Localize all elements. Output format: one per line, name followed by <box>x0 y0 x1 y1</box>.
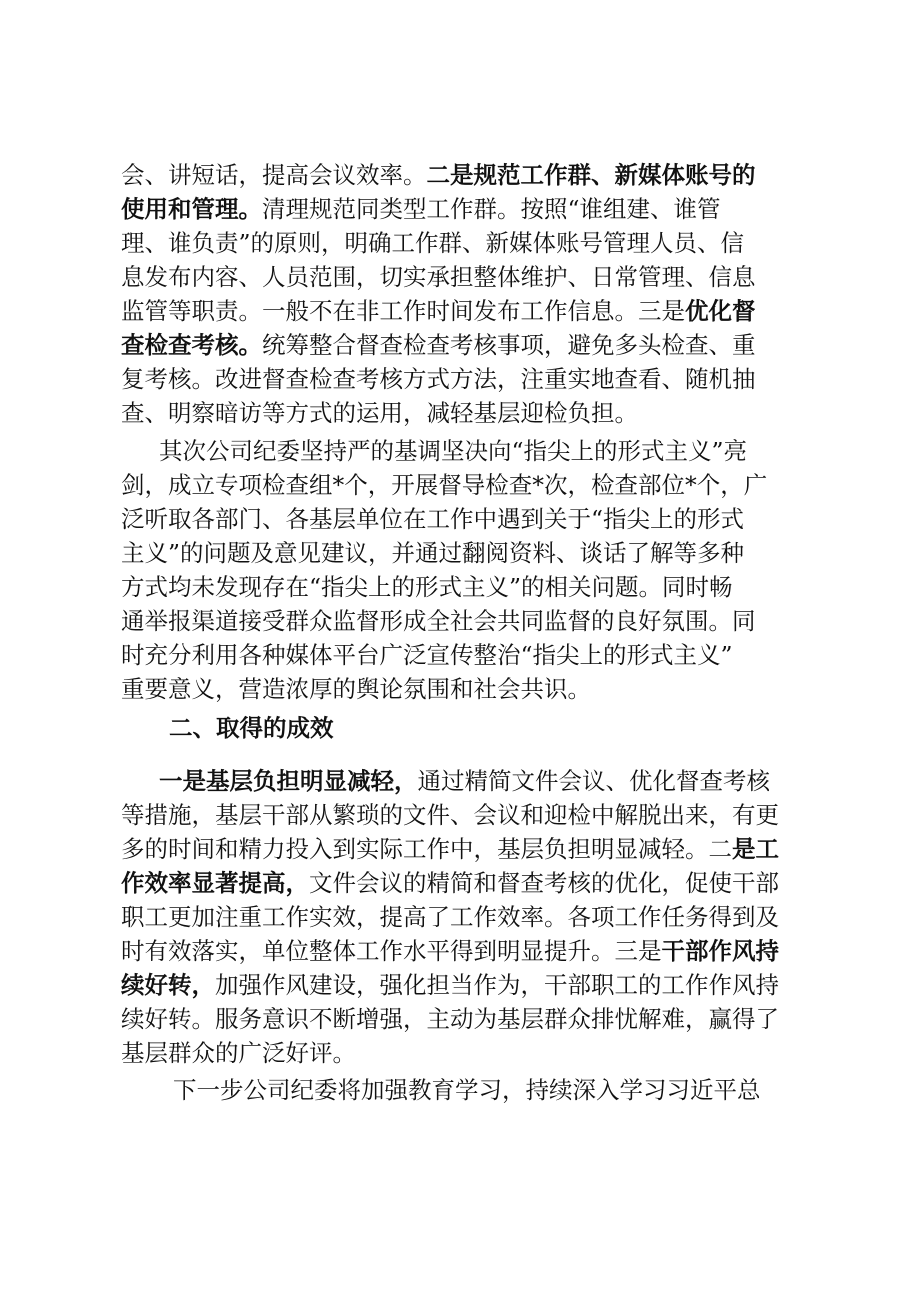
text-line: 查检查考核。统筹整合督查检查考核事项，避免多头检查、重 <box>121 331 756 359</box>
paragraph-results <box>121 764 793 1070</box>
text-line: 续好转。服务意识不断增强，主动为基层群众排忧解难，赢得了 <box>121 1005 779 1033</box>
text-line: 时有效落实，单位整体工作水平得到明显提升。三是干部作风持 <box>121 937 779 965</box>
paragraph-work-group-management <box>121 158 793 430</box>
text-line: 时充分利用各种媒体平台广泛宣传整治“指尖上的形式主义” <box>121 641 733 669</box>
text-line: 通举报渠道接受群众监督形成全社会共同监督的良好氛围。同 <box>121 607 756 635</box>
text-line: 等措施，基层干部从繁琐的文件、会议和迎检中解脱出来，有更 <box>121 801 779 829</box>
text-line: 作效率显著提高，文件会议的精简和督查考核的优化，促使干部 <box>121 869 779 897</box>
text-line: 监管等职责。一般不在非工作时间发布工作信息。三是优化督 <box>121 297 756 325</box>
text-line: 一是基层负担明显减轻，通过精简文件会议、优化督查考核 <box>159 767 770 795</box>
text-line: 泛听取各部门、各基层单位在工作中遇到关于“指尖上的形式 <box>121 505 745 533</box>
text-line: 会、讲短话，提高会议效率。二是规范工作群、新媒体账号的 <box>121 161 756 189</box>
text-line: 息发布内容、人员范围，切实承担整体维护、日常管理、信息 <box>121 263 756 291</box>
text-line: 下一步公司纪委将加强教育学习，持续深入学习习近平总 <box>173 1076 761 1104</box>
section-heading: 二、取得的成效 <box>169 714 334 742</box>
text-line: 主义”的问题及意见建议，并通过翻阅资料、谈话了解等多种 <box>121 539 745 567</box>
text-line: 续好转，加强作风建设，强化担当作为，干部职工的工作作风持 <box>121 971 779 999</box>
paragraph-next-steps <box>121 1073 793 1107</box>
text-line: 使用和管理。清理规范同类型工作群。按照“谁组建、谁管 <box>121 195 721 223</box>
text-line: 基层群众的广泛好评。 <box>121 1039 356 1067</box>
text-line: 其次公司纪委坚持严的基调坚决向“指尖上的形式主义”亮 <box>159 437 748 465</box>
text-line: 剑，成立专项检查组*个，开展督导检查*次，检查部位*个，广 <box>121 471 768 499</box>
text-line: 职工更加注重工作实效，提高了工作效率。各项工作任务得到及 <box>121 903 779 931</box>
text-line: 方式均未发现存在“指尖上的形式主义”的相关问题。同时畅 <box>121 573 733 601</box>
text-line: 多的时间和精力投入到实际工作中，基层负担明显减轻。二是工 <box>121 835 779 863</box>
text-line: 查、明察暗访等方式的运用，减轻基层迎检负担。 <box>121 399 638 427</box>
text-line: 重要意义，营造浓厚的舆论氛围和社会共识。 <box>121 675 591 703</box>
text-line: 复考核。改进督查检查考核方式方法，注重实地查看、随机抽 <box>121 365 756 393</box>
section-heading-results <box>121 711 793 745</box>
text-line: 理、谁负责”的原则，明确工作群、新媒体账号管理人员、信 <box>121 229 745 257</box>
paragraph-discipline-inspection <box>121 434 793 706</box>
